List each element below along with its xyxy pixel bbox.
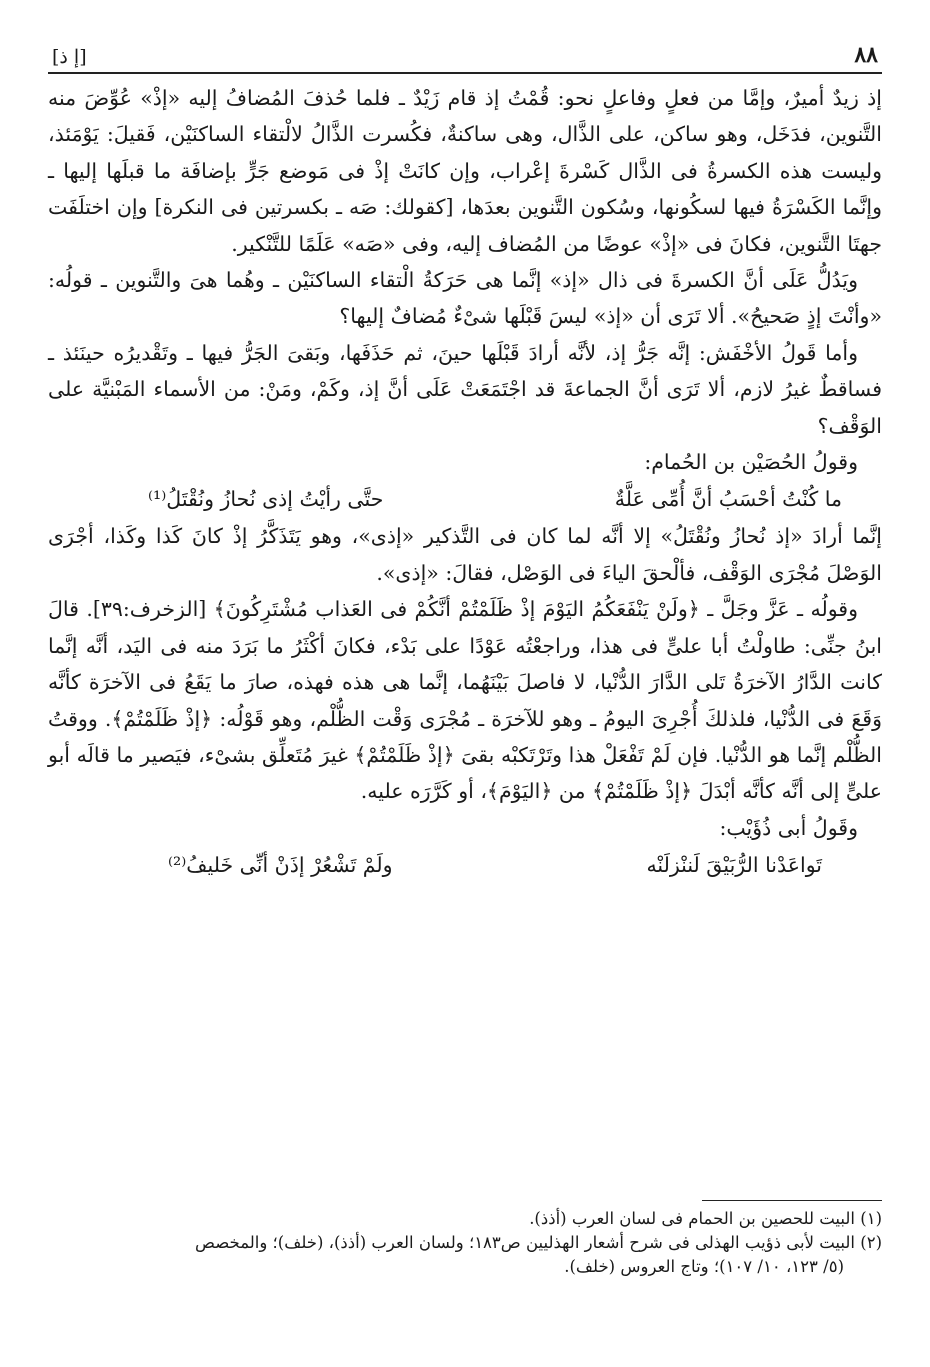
footnotes: [48, 1200, 882, 1279]
verse-2-second-hemistich: ولَمْ تَشْعُرْ إذَنْ أنِّى خَليفُ⁽²⁾: [168, 853, 393, 878]
verse-2-first-hemistich: تَواعَدْنا الرُّبَيْقَ لَننْزلَنْه: [646, 853, 822, 878]
paragraph-6: وقولُه ـ عَزَّ وجَلَّ ـ ﴿ولَنْ يَنْفَعَكُمُ اليَوْمَ إذْ ظَلَمْتُمْ أنَّكُمْ فى العَذاب مُشْتَرِكُونَ﴾ [الزخرف:٣٩]. قالَ ابنُ جنِّى: طاولْتُ أبا علىٍّ فى هذا، وراجعْتُه عَوْدًا على بَدْء، فكانَ أكْثَرُ ما بَرَدَ منه فى اليَد، أنَّه إنَّما كانت الدَّارُ الآخرَةُ تَلى الدَّارَ الدُّنْيا، لا فاصلَ بَيْنَهُما، إنَّما هى هذه فهذه، صارَ ما يَقَعُ فى الآخرَة كأنَّه وَقَعَ فى الدُّنْيا، فلذلكَ أُجْرِىَ اليومُ ـ وهو للآخرَة ـ مُجْرَى وَقْت الظُّلْم، وهو قَوْلُه: ﴿إذْ ظَلَمْتُمْ﴾. ووقتُ الظُّلْم إنَّما هو الدُّنْيا. فإن لَمْ تَفْعَلْ هذا وتَرْتَكبْه بقىَ ﴿إذْ ظَلَمْتُمْ﴾ غيرَ مُتَعلِّق بشىْء، فيَصير ما قالَه أبو علىٍّ إلى أنَّه كأنَّه أبْدَلَ ﴿إذْ ظَلَمْتُمْ﴾ من ﴿اليَوْمَ﴾، أو كَرَّرَه عليه.: [48, 597, 882, 804]
verse-1: [48, 480, 882, 518]
page-number: ٨٨: [854, 42, 878, 68]
main-text: [48, 80, 882, 884]
verse-1-first-hemistich: ما كُنْتُ أحْسَبُ أنَّ أُمِّى عَلَّةٌ: [614, 487, 842, 512]
footnote-1: (١) البيت للحصين بن الحمام فى لسان العرب (أذذ).: [529, 1209, 882, 1228]
paragraph-4: وقولُ الحُصَيْن بن الحُمام:: [644, 450, 858, 475]
book-page: [48, 28, 882, 1338]
page-header: [48, 28, 882, 74]
running-head: [إ ذ]: [52, 46, 87, 68]
paragraph-2: ويَدُلُّ عَلَى أنَّ الكسرةَ فى ذال «إذ» إنَّما هى حَرَكةُ الْتقاء الساكنَيْن ـ وهُما هىَ والتَّنوين ـ قولُه: «وأنْتَ إذٍ صَحيحُ». ألا تَرَى أن «إذ» ليسَ قَبْلَها شىْءٌ مُضافٌ إليها؟: [48, 268, 882, 329]
paragraph-1: إذ زيدٌ أميرٌ، وإمَّا من فعلٍ وفاعلٍ نحو: قُمْتُ إذ قام زَيْدٌ ـ فلما حُذفَ المُضافُ إليه «إذْ» عُوِّضَ منه التَّنوين، فدَخَل، وهو ساكن، على الذَّال، وهى ساكنةٌ، فكُسرت الذَّالُ لالْتقاء الساكنَيْن، فَقيلَ: يَوْمَئذ، وليست هذه الكسرةُ فى الذَّال كَسْرةَ إعْراب، وإن كانَتْ إذْ فى مَوضع جَرٍّ بإضافَة ما قبلَها إليها ـ وإنَّما الكَسْرَةُ فيها لسكُونها، وسُكون التَّنوين بعدَها، [كقولك: صَه ـ بكسرتين فى النكرة] وإن اختلَفَت جهتَا التَّنوين، فكانَ فى «إذْ» عوضًا من المُضاف إليه، وفى «صَه» عَلَمًا للتَّنْكير.: [48, 86, 882, 256]
footnote-divider: [702, 1200, 882, 1201]
verse-1-second-hemistich: حتَّى رأيْتُ إذى نُحازُ ونُقْتَلُ⁽¹⁾: [148, 487, 384, 512]
footnote-2: (٢) البيت لأبى ذؤيب الهذلى فى شرح أشعار الهذليين ص١٨٣؛ ولسان العرب (أذذ)، (خلف)؛ والمخصص: [195, 1233, 882, 1252]
footnote-2-continuation: (٥/ ١٢٣، ١٠/ ١٠٧)؛ وتاج العروس (خلف).: [564, 1257, 844, 1276]
verse-2: [48, 846, 882, 884]
paragraph-3: وأما قَولُ الأخْفَش: إنَّه جَرُّ إذ، لأنَّه أرادَ قَبْلَها حينَ، ثم حَذَفَها، وبَقىَ الجَرُّ فيها ـ وتَقْديرُه حينَئذ ـ فساقطٌ غيرُ لازم، ألا تَرَى أنَّ الجماعةَ قد اجْتَمَعَتْ عَلَى أنَّ إذ، وكَمْ، ومَنْ: من الأسماء المَبْنيَّة على الوَقْف؟: [48, 340, 882, 438]
paragraph-5: إنَّما أرادَ «إذ نُحازُ ونُقْتَلُ» إلا أنَّه لما كان فى التَّذكير «إذى»، وهو يَتَذَكَّرُ إذْ كانَ كَذا وكَذا، أجْرَى الوَصْلَ مُجْرَى الوَقْف، فألْحقَ الياءَ فى الوَصْل، فقالَ: «إذى».: [48, 524, 882, 585]
paragraph-7: وقَولُ أبى ذُؤَيْب:: [719, 815, 858, 840]
